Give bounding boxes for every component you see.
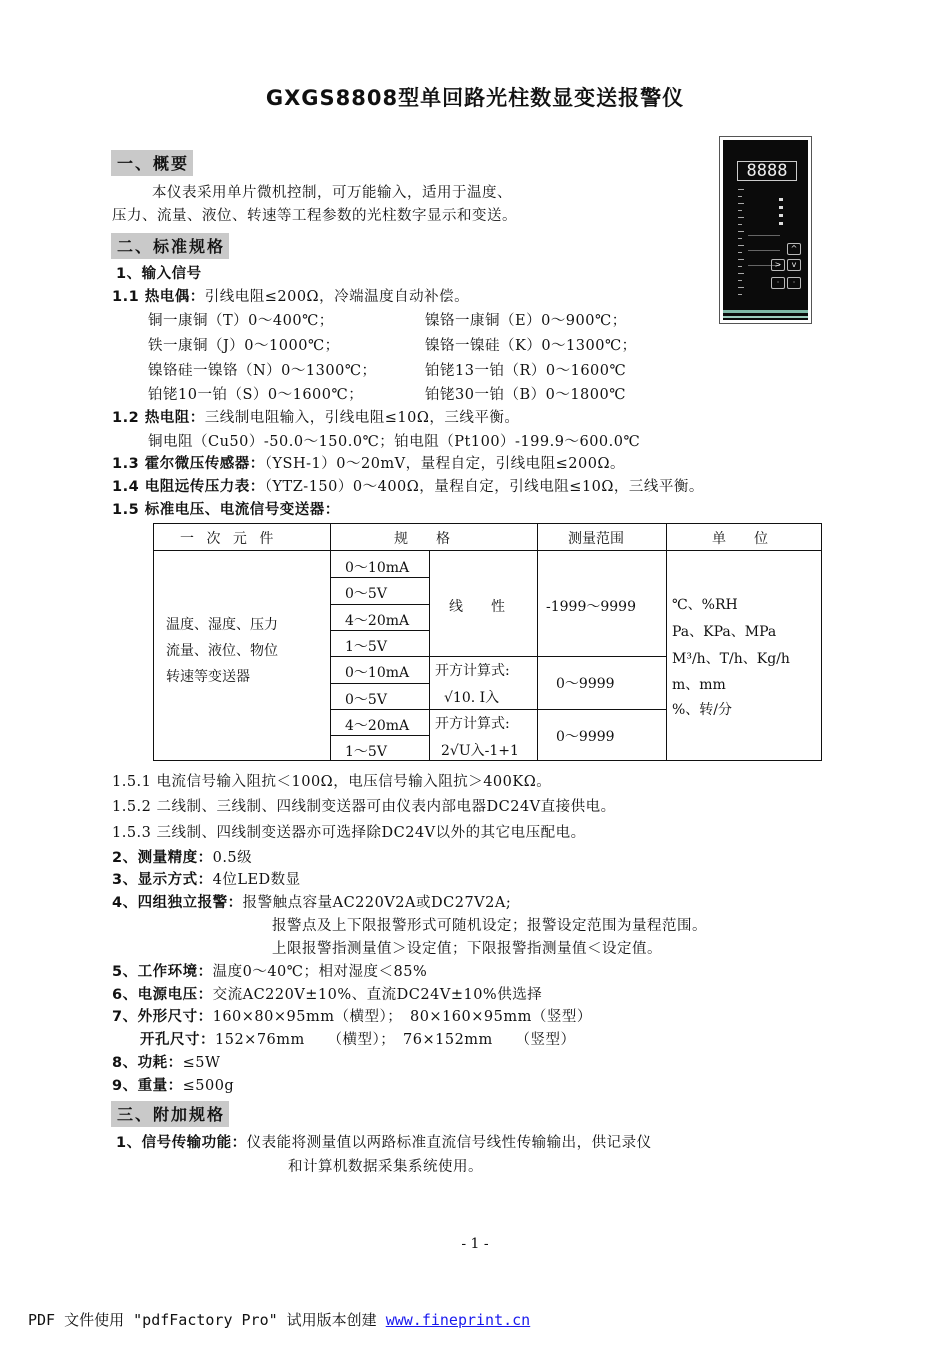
sqrt-formula: √10. I入 (444, 690, 500, 706)
up-key-icon: ^ (787, 243, 801, 255)
note-153: 1.5.3 三线制、四线制变送器亦可选择除DC24V以外的其它电压配电。 (112, 825, 586, 841)
hall-text: （YSH-1）0～20mV，量程自定，引线电阻≤200Ω。 (264, 456, 626, 472)
device-led-display: 8888 (737, 161, 797, 181)
consume-line (112, 1051, 220, 1072)
set-key-icon: · (771, 277, 785, 289)
element-text: 温度、湿度、压力 (166, 617, 278, 633)
alarm-led-icon (779, 222, 783, 225)
sqrt-formula: 2√U入-1+1 (441, 743, 519, 759)
display-line (112, 868, 301, 889)
hall-line (112, 452, 625, 473)
alarm-label: 4、四组独立报警： (112, 895, 243, 911)
device-image (719, 136, 812, 324)
env-label: 5、工作环境： (112, 964, 213, 980)
tc-type: 镍铬一镍硅（K）0～1300℃； (425, 338, 637, 354)
tc-type: 铁一康铜（J）0～1000℃； (148, 338, 340, 354)
unit-cell: Pa、KPa、MPa (672, 624, 777, 640)
weight-line (112, 1074, 234, 1095)
alarm-text: 上限报警指测量值＞设定值；下限报警指测量值＜设定值。 (272, 941, 662, 957)
rtd-range: 铜电阻（Cu50）-50.0～150.0℃；铂电阻（Pt100）-199.9～600.0℃ (148, 434, 641, 450)
unit-cell: m、mm (672, 677, 726, 693)
table-header-spec: 规 格 (394, 531, 450, 547)
page-number: - 1 - (461, 1236, 489, 1252)
element-text: 转速等变送器 (166, 669, 250, 685)
signal-cell: 0～5V (345, 586, 387, 602)
table-header-unit: 单 位 (712, 531, 768, 547)
hole-label: 开孔尺寸： (140, 1032, 215, 1048)
footer-text: PDF 文件使用 "pdfFactory Pro" 试用版本创建 (28, 1311, 386, 1329)
extra-text: 和计算机数据采集系统使用。 (288, 1159, 483, 1175)
power-line (112, 983, 542, 1004)
signal-cell: 0～10mA (345, 560, 410, 576)
weight-text: ≤500g (182, 1078, 235, 1094)
range-cell: -1999～9999 (546, 599, 636, 615)
display-label: 3、显示方式： (112, 872, 213, 888)
table-header-range: 测量范围 (568, 531, 624, 547)
down-key-icon: v (787, 259, 801, 271)
unit-cell: M³/h、T/h、Kg/h (672, 651, 790, 667)
signal-cell: 0～10mA (345, 665, 410, 681)
alarm-text: 报警触点容量AC220V2A或DC27V2A; (242, 895, 512, 911)
element-text: 流量、液位、物位 (166, 643, 278, 659)
pdf-footer (28, 1309, 530, 1330)
weight-label: 9、重量： (112, 1078, 183, 1094)
power-text: 交流AC220V±10%、直流DC24V±10%供选择 (212, 987, 543, 1003)
thermocouple-text: 引线电阻≤200Ω，冷端温度自动补偿。 (204, 289, 470, 305)
input-signal-heading: 1、输入信号 (116, 266, 202, 282)
section-heading-extra: 三、附加规格 (111, 1101, 229, 1127)
device-bottom-stripe (723, 310, 808, 313)
standard-signal-heading: 1.5 标准电压、电流信号变送器： (112, 502, 340, 518)
consume-text: ≤5W (182, 1055, 221, 1071)
section-heading-overview: 一、概要 (111, 150, 193, 176)
signal-spec-table (153, 523, 822, 761)
rp-label: 1.4 电阻远传压力表： (112, 479, 265, 495)
resistance-pressure-line (112, 475, 704, 496)
accuracy-label: 2、测量精度： (112, 850, 213, 866)
tc-type: 铂铑13一铂（R）0～1600℃ (425, 363, 627, 379)
hall-label: 1.3 霍尔微压传感器： (112, 456, 265, 472)
device-panel (723, 140, 808, 320)
accuracy-text: 0.5级 (212, 850, 253, 866)
alarm-text: 报警点及上下限报警形式可随机设定；报警设定范围为量程范围。 (272, 918, 707, 934)
signal-cell: 1～5V (345, 639, 387, 655)
right-key-icon: > (771, 259, 785, 271)
note-152: 1.5.2 二线制、三线制、四线制变送器可由仪表内部电器DC24V直接供电。 (112, 799, 616, 815)
rtd-text: 三线制电阻输入，引线电阻≤10Ω，三线平衡。 (204, 410, 520, 426)
tc-type: 铂铑10一铂（S）0～1600℃； (148, 387, 364, 403)
tc-type: 铂铑30一铂（B）0～1800℃ (425, 387, 626, 403)
section-heading-spec: 二、标准规格 (111, 233, 229, 259)
set-key-icon: · (787, 277, 801, 289)
sqrt-label: 开方计算式: (435, 663, 510, 679)
range-cell: 0～9999 (556, 676, 615, 692)
rtd-line (112, 406, 519, 427)
range-cell: 0～9999 (556, 729, 615, 745)
signal-cell: 4～20mA (345, 613, 410, 629)
accuracy-line (112, 846, 252, 867)
unit-cell: ℃、%RH (672, 597, 738, 613)
rp-text: （YTZ-150）0～400Ω，量程自定，引线电阻≤10Ω，三线平衡。 (264, 479, 704, 495)
size-line (112, 1005, 592, 1026)
consume-label: 8、功耗： (112, 1055, 183, 1071)
alarm-led-icon (779, 214, 783, 217)
device-bottom-stripe (723, 316, 808, 318)
extra-label: 1、信号传输功能： (116, 1135, 247, 1151)
signal-cell: 1～5V (345, 744, 387, 760)
sqrt-label: 开方计算式: (435, 716, 510, 732)
alarm-line (112, 891, 511, 912)
signal-cell: 0～5V (345, 692, 387, 708)
thermocouple-line (112, 285, 469, 306)
linear-cell: 线 性 (449, 599, 505, 615)
alarm-led-icon (779, 206, 783, 209)
overview-line: 本仪表采用单片微机控制，可万能输入，适用于温度、 (152, 185, 512, 201)
hole-line (140, 1028, 576, 1049)
alarm-led-icon (779, 198, 783, 201)
signal-cell: 4～20mA (345, 718, 410, 734)
size-text: 160×80×95mm（横型）； 80×160×95mm（竖型） (212, 1009, 592, 1025)
thermocouple-label: 1.1 热电偶： (112, 289, 205, 305)
extra-line (116, 1131, 652, 1152)
env-text: 温度0～40℃；相对湿度＜85% (212, 964, 428, 980)
note-151: 1.5.1 电流信号输入阻抗＜100Ω，电压信号输入阻抗＞400KΩ。 (112, 774, 552, 790)
table-header-element: 一 次 元 件 (180, 531, 278, 547)
tc-type: 铜一康铜（T）0～400℃； (148, 313, 334, 329)
tc-type: 镍铬一康铜（E）0～900℃； (425, 313, 627, 329)
footer-link[interactable]: www.fineprint.cn (385, 1311, 531, 1329)
overview-line: 压力、流量、液位、转速等工程参数的光柱数字显示和变送。 (112, 208, 517, 224)
display-text: 4位LED数显 (212, 872, 301, 888)
power-label: 6、电源电压： (112, 987, 213, 1003)
size-label: 7、外形尺寸： (112, 1009, 213, 1025)
env-line (112, 960, 427, 981)
extra-text: 仪表能将测量值以两路标准直流信号线性传输输出，供记录仪 (246, 1135, 652, 1151)
tc-type: 镍铬硅一镍铬（N）0～1300℃； (148, 363, 377, 379)
rtd-label: 1.2 热电阻： (112, 410, 205, 426)
unit-cell: %、转/分 (672, 702, 733, 718)
document-title: GXGS8808型单回路光柱数显变送报警仪 (265, 86, 685, 110)
hole-text: 152×76mm （横型）； 76×152mm （竖型） (215, 1032, 576, 1048)
